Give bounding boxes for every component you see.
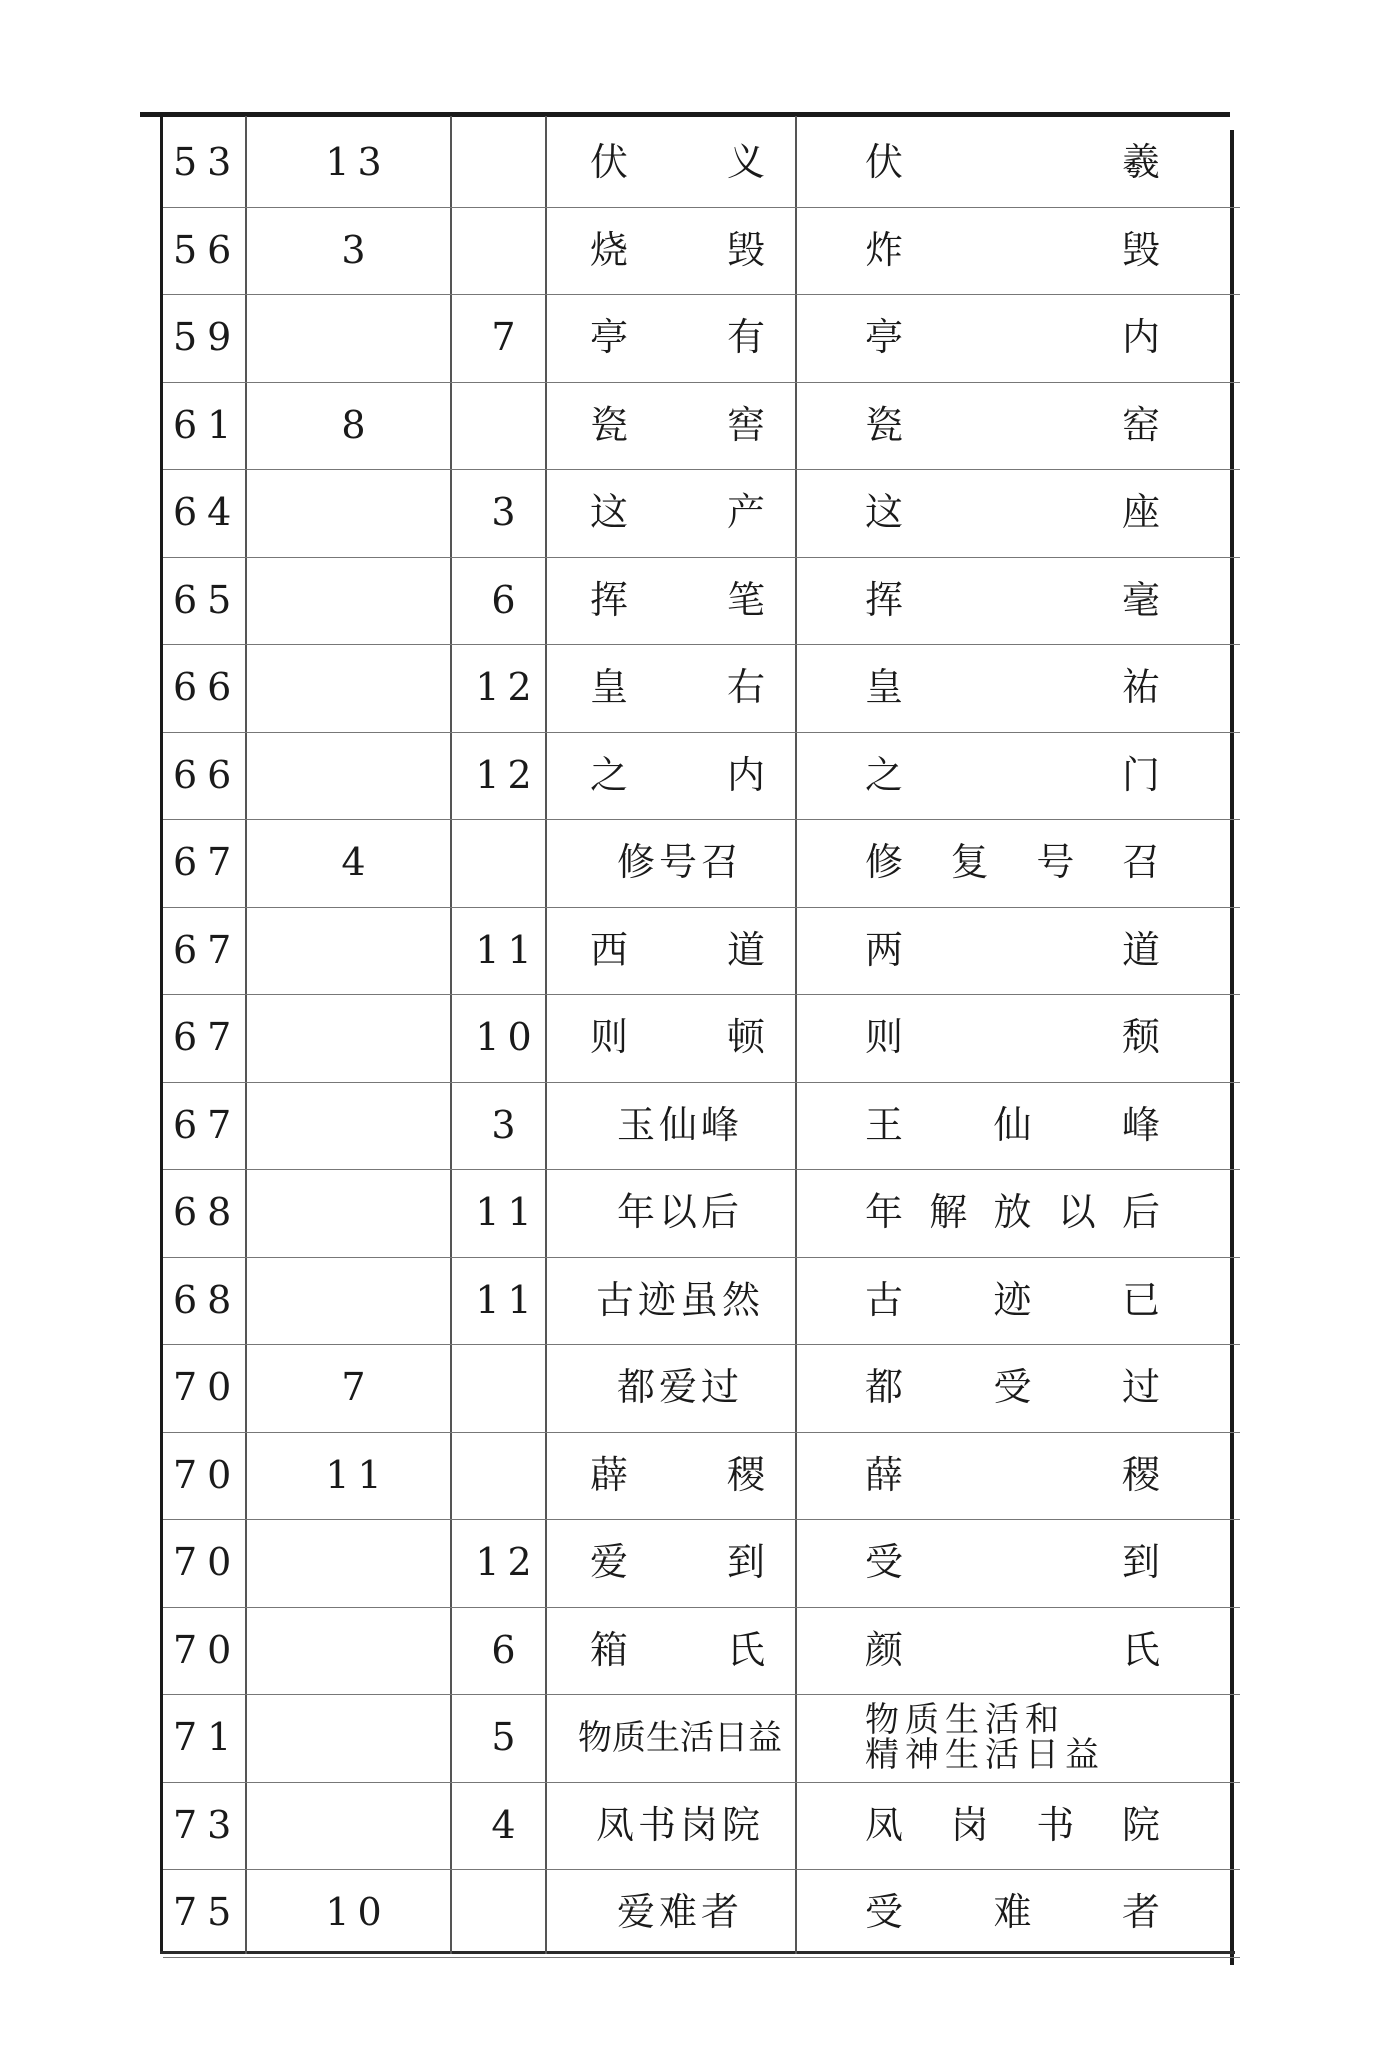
- corrected-text: [805, 1627, 1240, 1672]
- char: 稷: [1121, 1452, 1160, 1497]
- line-from-top-cell: [255, 1257, 460, 1345]
- erroneous-text-cell: [555, 820, 805, 908]
- erroneous-text-cell: [555, 732, 805, 820]
- line-from-bottom-cell: 12: [460, 1520, 555, 1608]
- char: 毁: [726, 227, 765, 272]
- corrected-text-cell: [805, 995, 1240, 1083]
- char: 以: [1057, 1190, 1096, 1235]
- corrected-text-cell: [805, 1082, 1240, 1170]
- corrected-text-cell: [805, 1257, 1240, 1345]
- corrected-text: [805, 1192, 1240, 1234]
- page-number-cell: 53: [163, 120, 255, 207]
- corrected-text: [805, 1102, 1240, 1147]
- corrected-text-cell: [805, 907, 1240, 995]
- corrected-text: [805, 1542, 1240, 1584]
- char: 内: [1121, 315, 1160, 360]
- char: 岗: [950, 1802, 989, 1847]
- erroneous-text-cell: [555, 557, 805, 645]
- char: 挥: [590, 577, 629, 622]
- page-number-cell: 70: [163, 1345, 255, 1433]
- page-number-cell: 71: [163, 1695, 255, 1783]
- line-from-top-cell: 10: [255, 1870, 460, 1958]
- line-from-top-cell: 11: [255, 1432, 460, 1520]
- char: 座: [1121, 490, 1160, 535]
- char: 颓: [1121, 1015, 1160, 1060]
- char: 皇: [590, 665, 629, 710]
- line-from-top-cell: 13: [255, 120, 460, 207]
- erroneous-text: [555, 577, 805, 622]
- corrected-text: [805, 1367, 1240, 1409]
- char: 之: [590, 752, 629, 797]
- char: 院: [1121, 1802, 1160, 1847]
- line-from-top-cell: [255, 557, 460, 645]
- char: 笔: [726, 577, 765, 622]
- line-from-bottom-cell: [460, 820, 555, 908]
- char: 薛: [865, 1452, 904, 1497]
- page-number-cell: 70: [163, 1432, 255, 1520]
- line-from-bottom-cell: 3: [460, 1082, 555, 1170]
- table-row: [163, 732, 1240, 820]
- page-number-cell: 67: [163, 1082, 255, 1170]
- corrected-text: [805, 842, 1240, 884]
- table-row: [163, 557, 1240, 645]
- table-row: [163, 470, 1240, 558]
- corrected-text-cell: [805, 820, 1240, 908]
- char: 这: [865, 490, 904, 535]
- char: 这: [590, 490, 629, 535]
- line-from-top-cell: [255, 1607, 460, 1695]
- line-from-bottom-cell: [460, 1870, 555, 1958]
- table-row: [163, 1432, 1240, 1520]
- char: 氏: [726, 1627, 765, 1672]
- table-row: [163, 1082, 1240, 1170]
- erroneous-text: 古迹虽然: [595, 1277, 764, 1322]
- char: 到: [726, 1540, 765, 1585]
- corrected-text-cell: [805, 1432, 1240, 1520]
- corrected-text-cell: [805, 1345, 1240, 1433]
- page-number-cell: 56: [163, 207, 255, 295]
- line-from-top-cell: [255, 907, 460, 995]
- table-row: [163, 295, 1240, 383]
- char: 受: [993, 1365, 1032, 1410]
- char: 已: [1121, 1277, 1160, 1322]
- erroneous-text-cell: [555, 1257, 805, 1345]
- corrected-text: [805, 667, 1240, 709]
- line-from-top-cell: [255, 1170, 460, 1258]
- char: 产: [726, 490, 765, 535]
- line-from-bottom-cell: 3: [460, 470, 555, 558]
- line-from-top-cell: [255, 1782, 460, 1870]
- char: 西: [590, 927, 629, 972]
- char: 后: [1121, 1190, 1160, 1235]
- line-from-top-cell: [255, 1520, 460, 1608]
- corrected-text-cell: [805, 207, 1240, 295]
- corrected-text-line: 物质生活和: [865, 1699, 1065, 1740]
- char: 道: [1121, 927, 1160, 972]
- char: 过: [1121, 1365, 1160, 1410]
- errata-table: [163, 120, 1240, 1958]
- line-from-bottom-cell: 5: [460, 1695, 555, 1783]
- corrected-text-cell: [805, 1695, 1240, 1783]
- char: 内: [726, 752, 765, 797]
- erroneous-text-cell: [555, 907, 805, 995]
- char: 年: [865, 1190, 904, 1235]
- char: 爱: [590, 1540, 629, 1585]
- table-row: [163, 1870, 1240, 1958]
- char: 义: [726, 140, 765, 185]
- line-from-bottom-cell: [460, 120, 555, 207]
- table-row: [163, 1520, 1240, 1608]
- char: 亭: [865, 315, 904, 360]
- table-row: [163, 1170, 1240, 1258]
- erroneous-text: [555, 1542, 805, 1584]
- char: 顿: [726, 1015, 765, 1060]
- page-number-cell: 75: [163, 1870, 255, 1958]
- erroneous-text-cell: [555, 1170, 805, 1258]
- line-from-bottom-cell: 12: [460, 645, 555, 733]
- corrected-text: [805, 142, 1240, 184]
- erroneous-text-cell: [555, 1870, 805, 1958]
- erroneous-text: [555, 752, 805, 797]
- line-from-top-cell: [255, 295, 460, 383]
- erroneous-text: [555, 1452, 805, 1497]
- corrected-text-cell: [805, 470, 1240, 558]
- corrected-text-cell: [805, 120, 1240, 207]
- corrected-text: [805, 227, 1240, 272]
- corrected-text-cell: [805, 557, 1240, 645]
- char: 瓷: [865, 402, 904, 447]
- char: 颜: [865, 1627, 904, 1672]
- char: 峰: [1121, 1102, 1160, 1147]
- erroneous-text-cell: [555, 1345, 805, 1433]
- char: 难: [993, 1890, 1032, 1935]
- char: 亭: [590, 315, 629, 360]
- line-from-bottom-cell: [460, 1432, 555, 1520]
- table-row: [163, 995, 1240, 1083]
- char: 解: [929, 1190, 968, 1235]
- char: 门: [1121, 752, 1160, 797]
- erroneous-text: [555, 1627, 805, 1672]
- page-number-cell: 64: [163, 470, 255, 558]
- corrected-text: [805, 927, 1240, 972]
- char: 凤: [865, 1802, 904, 1847]
- corrected-text-line: 精神生活日益: [865, 1735, 1105, 1776]
- char: 放: [993, 1190, 1032, 1235]
- erroneous-text: 爱难者: [616, 1890, 743, 1935]
- corrected-text-cell: [805, 645, 1240, 733]
- erroneous-text: [555, 492, 805, 534]
- page-number-cell: 66: [163, 732, 255, 820]
- corrected-text: [805, 317, 1240, 359]
- table-row: [163, 1607, 1240, 1695]
- char: 右: [726, 665, 765, 710]
- char: 则: [590, 1015, 629, 1060]
- erroneous-text: [555, 142, 805, 184]
- table-row: [163, 1257, 1240, 1345]
- erroneous-text: 凤书岗院: [595, 1802, 764, 1847]
- corrected-text: [805, 577, 1240, 622]
- line-from-top-cell: 4: [255, 820, 460, 908]
- char: 薜: [590, 1452, 629, 1497]
- line-from-top-cell: 3: [255, 207, 460, 295]
- char: 羲: [1121, 140, 1160, 185]
- char: 毁: [1121, 227, 1160, 272]
- corrected-text-cell: [805, 1170, 1240, 1258]
- erroneous-text: [555, 1017, 805, 1059]
- char: 有: [726, 315, 765, 360]
- line-from-bottom-cell: 6: [460, 557, 555, 645]
- line-from-top-cell: [255, 995, 460, 1083]
- corrected-text-cell: [805, 382, 1240, 470]
- char: 道: [726, 927, 765, 972]
- page-number-cell: 73: [163, 1782, 255, 1870]
- page-number-cell: 68: [163, 1170, 255, 1258]
- table-row: [163, 382, 1240, 470]
- char: 受: [865, 1890, 904, 1935]
- line-from-bottom-cell: [460, 207, 555, 295]
- char: 祐: [1121, 665, 1160, 710]
- erroneous-text: 年以后: [616, 1190, 743, 1235]
- char: 古: [865, 1277, 904, 1322]
- char: 伏: [865, 140, 904, 185]
- corrected-text-cell: [805, 1520, 1240, 1608]
- erroneous-text-cell: [555, 1520, 805, 1608]
- char: 者: [1121, 1890, 1160, 1935]
- line-from-bottom-cell: 7: [460, 295, 555, 383]
- erroneous-text-cell: [555, 1432, 805, 1520]
- corrected-text-cell: [805, 1607, 1240, 1695]
- page-number-cell: 70: [163, 1520, 255, 1608]
- erroneous-text: 都爱过: [616, 1365, 743, 1410]
- line-from-bottom-cell: 4: [460, 1782, 555, 1870]
- corrected-text: [805, 492, 1240, 534]
- char: 仙: [993, 1102, 1032, 1147]
- char: 到: [1121, 1540, 1160, 1585]
- char: 毫: [1121, 577, 1160, 622]
- line-from-bottom-cell: [460, 382, 555, 470]
- erroneous-text: 物质生活日益: [578, 1717, 782, 1758]
- char: 受: [865, 1540, 904, 1585]
- line-from-top-cell: [255, 645, 460, 733]
- corrected-text: [805, 402, 1240, 447]
- line-from-bottom-cell: 10: [460, 995, 555, 1083]
- erroneous-text: [555, 227, 805, 272]
- char: 氏: [1121, 1627, 1160, 1672]
- line-from-top-cell: [255, 470, 460, 558]
- page-number-cell: 66: [163, 645, 255, 733]
- erroneous-text: [555, 317, 805, 359]
- char: 书: [1036, 1802, 1075, 1847]
- line-from-top-cell: [255, 1082, 460, 1170]
- line-from-top-cell: 8: [255, 382, 460, 470]
- erroneous-text-cell: [555, 995, 805, 1083]
- corrected-text: [805, 1277, 1240, 1322]
- char: 烧: [590, 227, 629, 272]
- erroneous-text: [555, 927, 805, 972]
- line-from-top-cell: 7: [255, 1345, 460, 1433]
- char: 伏: [590, 140, 629, 185]
- erroneous-text: 玉仙峰: [616, 1102, 743, 1147]
- char: 都: [865, 1365, 904, 1410]
- char: 瓷: [590, 402, 629, 447]
- table-row: [163, 820, 1240, 908]
- corrected-text: [805, 1892, 1240, 1934]
- erroneous-text: [555, 667, 805, 709]
- corrected-text-cell: [805, 1870, 1240, 1958]
- table-row: [163, 1782, 1240, 1870]
- page-number-cell: 67: [163, 820, 255, 908]
- corrected-text: [805, 752, 1240, 797]
- top-rule: [140, 112, 1230, 117]
- corrected-text: [805, 1452, 1240, 1497]
- table-row: [163, 907, 1240, 995]
- erroneous-text-cell: [555, 1782, 805, 1870]
- char: 修: [865, 840, 904, 885]
- erroneous-text: 修号召: [616, 840, 743, 885]
- erroneous-text-cell: [555, 1607, 805, 1695]
- page-number-cell: 61: [163, 382, 255, 470]
- line-from-bottom-cell: 11: [460, 1170, 555, 1258]
- erroneous-text-cell: [555, 470, 805, 558]
- char: 复: [950, 840, 989, 885]
- corrected-text: [805, 1017, 1240, 1059]
- line-from-bottom-cell: 11: [460, 907, 555, 995]
- char: 号: [1036, 840, 1075, 885]
- page-number-cell: 65: [163, 557, 255, 645]
- corrected-text-cell: [805, 732, 1240, 820]
- char: 炸: [865, 227, 904, 272]
- corrected-text: [805, 1802, 1240, 1847]
- char: 窑: [1121, 402, 1160, 447]
- char: 箱: [590, 1627, 629, 1672]
- line-from-top-cell: [255, 1695, 460, 1783]
- char: 之: [865, 752, 904, 797]
- page-number-cell: 67: [163, 907, 255, 995]
- char: 皇: [865, 665, 904, 710]
- line-from-bottom-cell: 6: [460, 1607, 555, 1695]
- line-from-bottom-cell: 11: [460, 1257, 555, 1345]
- char: 则: [865, 1015, 904, 1060]
- erroneous-text: [555, 402, 805, 447]
- erroneous-text-cell: [555, 295, 805, 383]
- table-row: [163, 1695, 1240, 1783]
- table-row: [163, 207, 1240, 295]
- table-row: [163, 1345, 1240, 1433]
- table-row: [163, 120, 1240, 207]
- line-from-bottom-cell: 12: [460, 732, 555, 820]
- line-from-bottom-cell: [460, 1345, 555, 1433]
- erroneous-text-cell: [555, 1082, 805, 1170]
- char: 王: [865, 1102, 904, 1147]
- char: 迹: [993, 1277, 1032, 1322]
- line-from-top-cell: [255, 732, 460, 820]
- char: 挥: [865, 577, 904, 622]
- char: 召: [1121, 840, 1160, 885]
- erroneous-text-cell: [555, 382, 805, 470]
- erroneous-text-cell: [555, 207, 805, 295]
- page-number-cell: 67: [163, 995, 255, 1083]
- page-number-cell: 70: [163, 1607, 255, 1695]
- corrected-text-cell: [805, 295, 1240, 383]
- char: 稷: [726, 1452, 765, 1497]
- char: 两: [865, 927, 904, 972]
- corrected-text-cell: [805, 1782, 1240, 1870]
- corrected-text: [805, 1699, 1240, 1776]
- table-row: [163, 645, 1240, 733]
- erroneous-text-cell: [555, 1695, 805, 1783]
- page-number-cell: 59: [163, 295, 255, 383]
- erroneous-text-cell: [555, 120, 805, 207]
- char: 窖: [726, 402, 765, 447]
- erroneous-text-cell: [555, 645, 805, 733]
- page-number-cell: 68: [163, 1257, 255, 1345]
